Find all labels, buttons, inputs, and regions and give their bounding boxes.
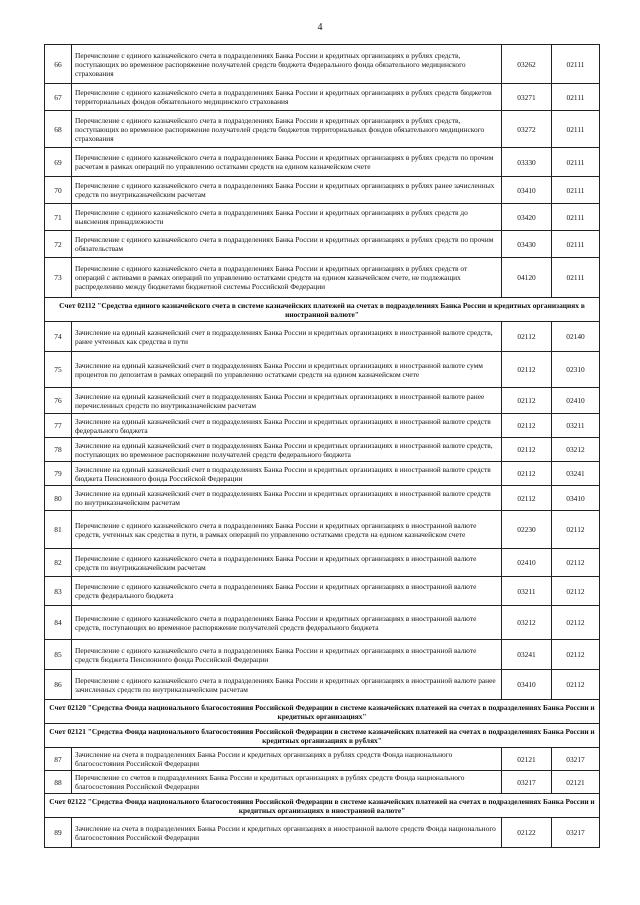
row-description: Зачисление на единый казначейский счет в подразделениях Банка России и кредитных организациях в иностранной валюте ранее перечисленных средств по внутриказначейским расчетам: [72, 388, 502, 414]
row-description: Перечисление с единого казначейского счета в подразделениях Банка России и кредитных организациях в рублях средств, поступающих во временное распоряжение получателей средств бюджетов территориальных фондов обязательного медицинского страхования: [72, 111, 502, 148]
row-number: 76: [45, 388, 72, 414]
row-description: Перечисление с единого казначейского счета в подразделениях Банка России и кредитных организациях в рублях средств по прочим обязательствам: [72, 231, 502, 258]
row-description: Перечисление с единого казначейского счета в подразделениях Банка России и кредитных организациях в рублях ранее зачисленных средств по внутриказначейским расчетам: [72, 177, 502, 204]
table-row: [45, 84, 600, 111]
row-number: 75: [45, 352, 72, 388]
credit-account: 02112: [552, 549, 600, 577]
table-row: [45, 606, 600, 640]
table-row: [45, 45, 600, 84]
table-row: [45, 148, 600, 177]
row-description: Перечисление с единого казначейского счета в подразделениях Банка России и кредитных организациях в рублях средств бюджетов территориальных фондов обязательного медицинского страхования: [72, 84, 502, 111]
debit-account: 02122: [502, 818, 552, 848]
debit-account: 03420: [502, 204, 552, 231]
credit-account: 03217: [552, 748, 600, 771]
section-header-row: [45, 724, 600, 748]
row-number: 72: [45, 231, 72, 258]
credit-account: 02111: [552, 204, 600, 231]
table-row: [45, 322, 600, 352]
table-row: [45, 111, 600, 148]
row-description: Перечисление с единого казначейского счета в подразделениях Банка России и кредитных организациях в иностранной валюте средств федерального бюджета: [72, 577, 502, 606]
row-number: 67: [45, 84, 72, 111]
table-row: [45, 204, 600, 231]
debit-account: 02112: [502, 462, 552, 486]
row-description: Перечисление с единого казначейского счета в подразделениях Банка России и кредитных организациях в иностранной валюте средств, учтенных как средства в пути, в рамках операций по управлению остатками средств на едином казначейском счете: [72, 511, 502, 549]
credit-account: 02111: [552, 177, 600, 204]
table-row: [45, 177, 600, 204]
credit-account: 03410: [552, 486, 600, 511]
debit-account: 02112: [502, 322, 552, 352]
row-description: Перечисление с единого казначейского счета в подразделениях Банка России и кредитных организациях в рублях средств до выяснения принадлежности: [72, 204, 502, 231]
debit-account: 02121: [502, 748, 552, 771]
debit-account: 02112: [502, 352, 552, 388]
credit-account: 03212: [552, 438, 600, 462]
table-row: [45, 818, 600, 848]
page-number: 4: [317, 22, 323, 33]
section-header-row: [45, 794, 600, 818]
row-number: 78: [45, 438, 72, 462]
row-description: Зачисление на единый казначейский счет в подразделениях Банка России и кредитных организациях в иностранной валюте сумм процентов по депозитам в рамках операций по управлению остатками средств на едином казначейском счете: [72, 352, 502, 388]
debit-account: 02112: [502, 438, 552, 462]
debit-account: 02410: [502, 549, 552, 577]
row-number: 82: [45, 549, 72, 577]
credit-account: 02111: [552, 231, 600, 258]
section-header-row: [45, 700, 600, 724]
credit-account: 02112: [552, 640, 600, 670]
credit-account: 02111: [552, 84, 600, 111]
table-row: [45, 771, 600, 794]
row-description: Перечисление с единого казначейского счета в подразделениях Банка России и кредитных организациях в рублях средств по прочим расчетам в рамках операций по управлению остатками средств на едином казначейском счете: [72, 148, 502, 177]
row-number: 73: [45, 258, 72, 298]
debit-account: 03410: [502, 177, 552, 204]
section-heading-02120: Счет 02120 "Средства Фонда национального благосостояния Российской Федерации в системе казначейских платежей на счетах в подразделениях Банка России и кредитных организациях": [45, 700, 600, 724]
row-number: 69: [45, 148, 72, 177]
credit-account: 02112: [552, 606, 600, 640]
table-row: [45, 231, 600, 258]
debit-account: 03330: [502, 148, 552, 177]
row-description: Перечисление с единого казначейского счета в подразделениях Банка России и кредитных организациях в иностранной валюте средств по внутриказначейским расчетам: [72, 549, 502, 577]
table-row: [45, 640, 600, 670]
table-row: [45, 549, 600, 577]
table-row: [45, 438, 600, 462]
credit-account: 02112: [552, 511, 600, 549]
debit-account: 03211: [502, 577, 552, 606]
credit-account: 03241: [552, 462, 600, 486]
row-description: Зачисление на единый казначейский счет в подразделениях Банка России и кредитных организациях в иностранной валюте средств, поступающих во временное распоряжение получателей средств федерального бюджета: [72, 438, 502, 462]
credit-account: 02121: [552, 771, 600, 794]
row-number: 85: [45, 640, 72, 670]
section-header-row: [45, 298, 600, 322]
table-row: [45, 388, 600, 414]
credit-account: 03217: [552, 818, 600, 848]
debit-account: 03410: [502, 670, 552, 700]
debit-account: 03212: [502, 606, 552, 640]
credit-account: 02111: [552, 258, 600, 298]
credit-account: 02111: [552, 45, 600, 84]
row-number: 66: [45, 45, 72, 84]
debit-account: 02112: [502, 486, 552, 511]
row-description: Зачисление на единый казначейский счет в подразделениях Банка России и кредитных организациях в иностранной валюте средств, ранее учтенных как средства в пути: [72, 322, 502, 352]
row-number: 86: [45, 670, 72, 700]
row-description: Перечисление с единого казначейского счета в подразделениях Банка России и кредитных организациях в рублях средств, поступающих во временное распоряжение получателей средств бюджета Федерального фонда обязательного медицинского страхования: [72, 45, 502, 84]
debit-account: 03430: [502, 231, 552, 258]
section-heading-02122: Счет 02122 "Средства Фонда национального благосостояния Российской Федерации в системе казначейских платежей на счетах в подразделениях Банка России и кредитных организациях в иностранной валюте": [45, 794, 600, 818]
debit-account: 03241: [502, 640, 552, 670]
row-number: 83: [45, 577, 72, 606]
row-description: Перечисление с единого казначейского счета в подразделениях Банка России и кредитных организациях в иностранной валюте средств, поступающих во временное распоряжение получателей средств федерального бюджета: [72, 606, 502, 640]
table-row: [45, 748, 600, 771]
table-row: [45, 414, 600, 438]
row-number: 68: [45, 111, 72, 148]
row-number: 74: [45, 322, 72, 352]
section-heading-02112: Счет 02112 "Средства единого казначейского счета в системе казначейских платежей на счетах в подразделениях Банка России и кредитных организациях в иностранной валюте": [45, 298, 600, 322]
table-row: [45, 486, 600, 511]
row-number: 70: [45, 177, 72, 204]
table-row: [45, 511, 600, 549]
debit-account: 02112: [502, 414, 552, 438]
row-number: 71: [45, 204, 72, 231]
table-row: [45, 577, 600, 606]
table-row: [45, 258, 600, 298]
table-row: [45, 462, 600, 486]
debit-account: 04120: [502, 258, 552, 298]
debit-account: 02230: [502, 511, 552, 549]
credit-account: 02111: [552, 148, 600, 177]
row-description: Зачисление на счета в подразделениях Банка России и кредитных организациях в иностранной валюте средств Фонда национального благосостояния Российской Федерации: [72, 818, 502, 848]
row-description: Перечисление с единого казначейского счета в подразделениях Банка России и кредитных организациях в рублях средств от операций с активами в рамках операций по управлению остатками средств на едином казначейском счете, не подлежащих распределению между бюджетами бюджетной системы Российской Федерации: [72, 258, 502, 298]
row-description: Зачисление на единый казначейский счет в подразделениях Банка России и кредитных организациях в иностранной валюте средств бюджета Пенсионного фонда Российской Федерации: [72, 462, 502, 486]
credit-account: 02112: [552, 670, 600, 700]
debit-account: 02112: [502, 388, 552, 414]
row-description: Зачисление на счета в подразделениях Банка России и кредитных организациях в рублях средств Фонда национального благосостояния Российской Федерации: [72, 748, 502, 771]
row-number: 81: [45, 511, 72, 549]
row-number: 77: [45, 414, 72, 438]
debit-account: 03271: [502, 84, 552, 111]
credit-account: 02310: [552, 352, 600, 388]
row-number: 79: [45, 462, 72, 486]
credit-account: 03211: [552, 414, 600, 438]
row-number: 89: [45, 818, 72, 848]
credit-account: 02112: [552, 577, 600, 606]
row-description: Перечисление со счетов в подразделениях Банка России и кредитных организациях в рублях средств Фонда национального благосостояния Российской Федерации: [72, 771, 502, 794]
row-number: 84: [45, 606, 72, 640]
accounting-entries-table: [44, 44, 600, 848]
credit-account: 02111: [552, 111, 600, 148]
debit-account: 03262: [502, 45, 552, 84]
section-heading-02121: Счет 02121 "Средства Фонда национального благосостояния Российской Федерации в системе казначейских платежей на счетах в подразделениях Банка России и кредитных организациях в рублях": [45, 724, 600, 748]
row-number: 87: [45, 748, 72, 771]
row-description: Зачисление на единый казначейский счет в подразделениях Банка России и кредитных организациях в иностранной валюте средств федерального бюджета: [72, 414, 502, 438]
row-number: 80: [45, 486, 72, 511]
debit-account: 03272: [502, 111, 552, 148]
row-description: Перечисление с единого казначейского счета в подразделениях Банка России и кредитных организациях в иностранной валюте ранее зачисленных средств по внутриказначейским расчетам: [72, 670, 502, 700]
credit-account: 02140: [552, 322, 600, 352]
table-row: [45, 352, 600, 388]
table-row: [45, 670, 600, 700]
debit-account: 03217: [502, 771, 552, 794]
credit-account: 02410: [552, 388, 600, 414]
row-description: Зачисление на единый казначейский счет в подразделениях Банка России и кредитных организациях в иностранной валюте средств по внутриказначейским расчетам: [72, 486, 502, 511]
row-number: 88: [45, 771, 72, 794]
row-description: Перечисление с единого казначейского счета в подразделениях Банка России и кредитных организациях в иностранной валюте средств бюджета Пенсионного фонда Российской Федерации: [72, 640, 502, 670]
